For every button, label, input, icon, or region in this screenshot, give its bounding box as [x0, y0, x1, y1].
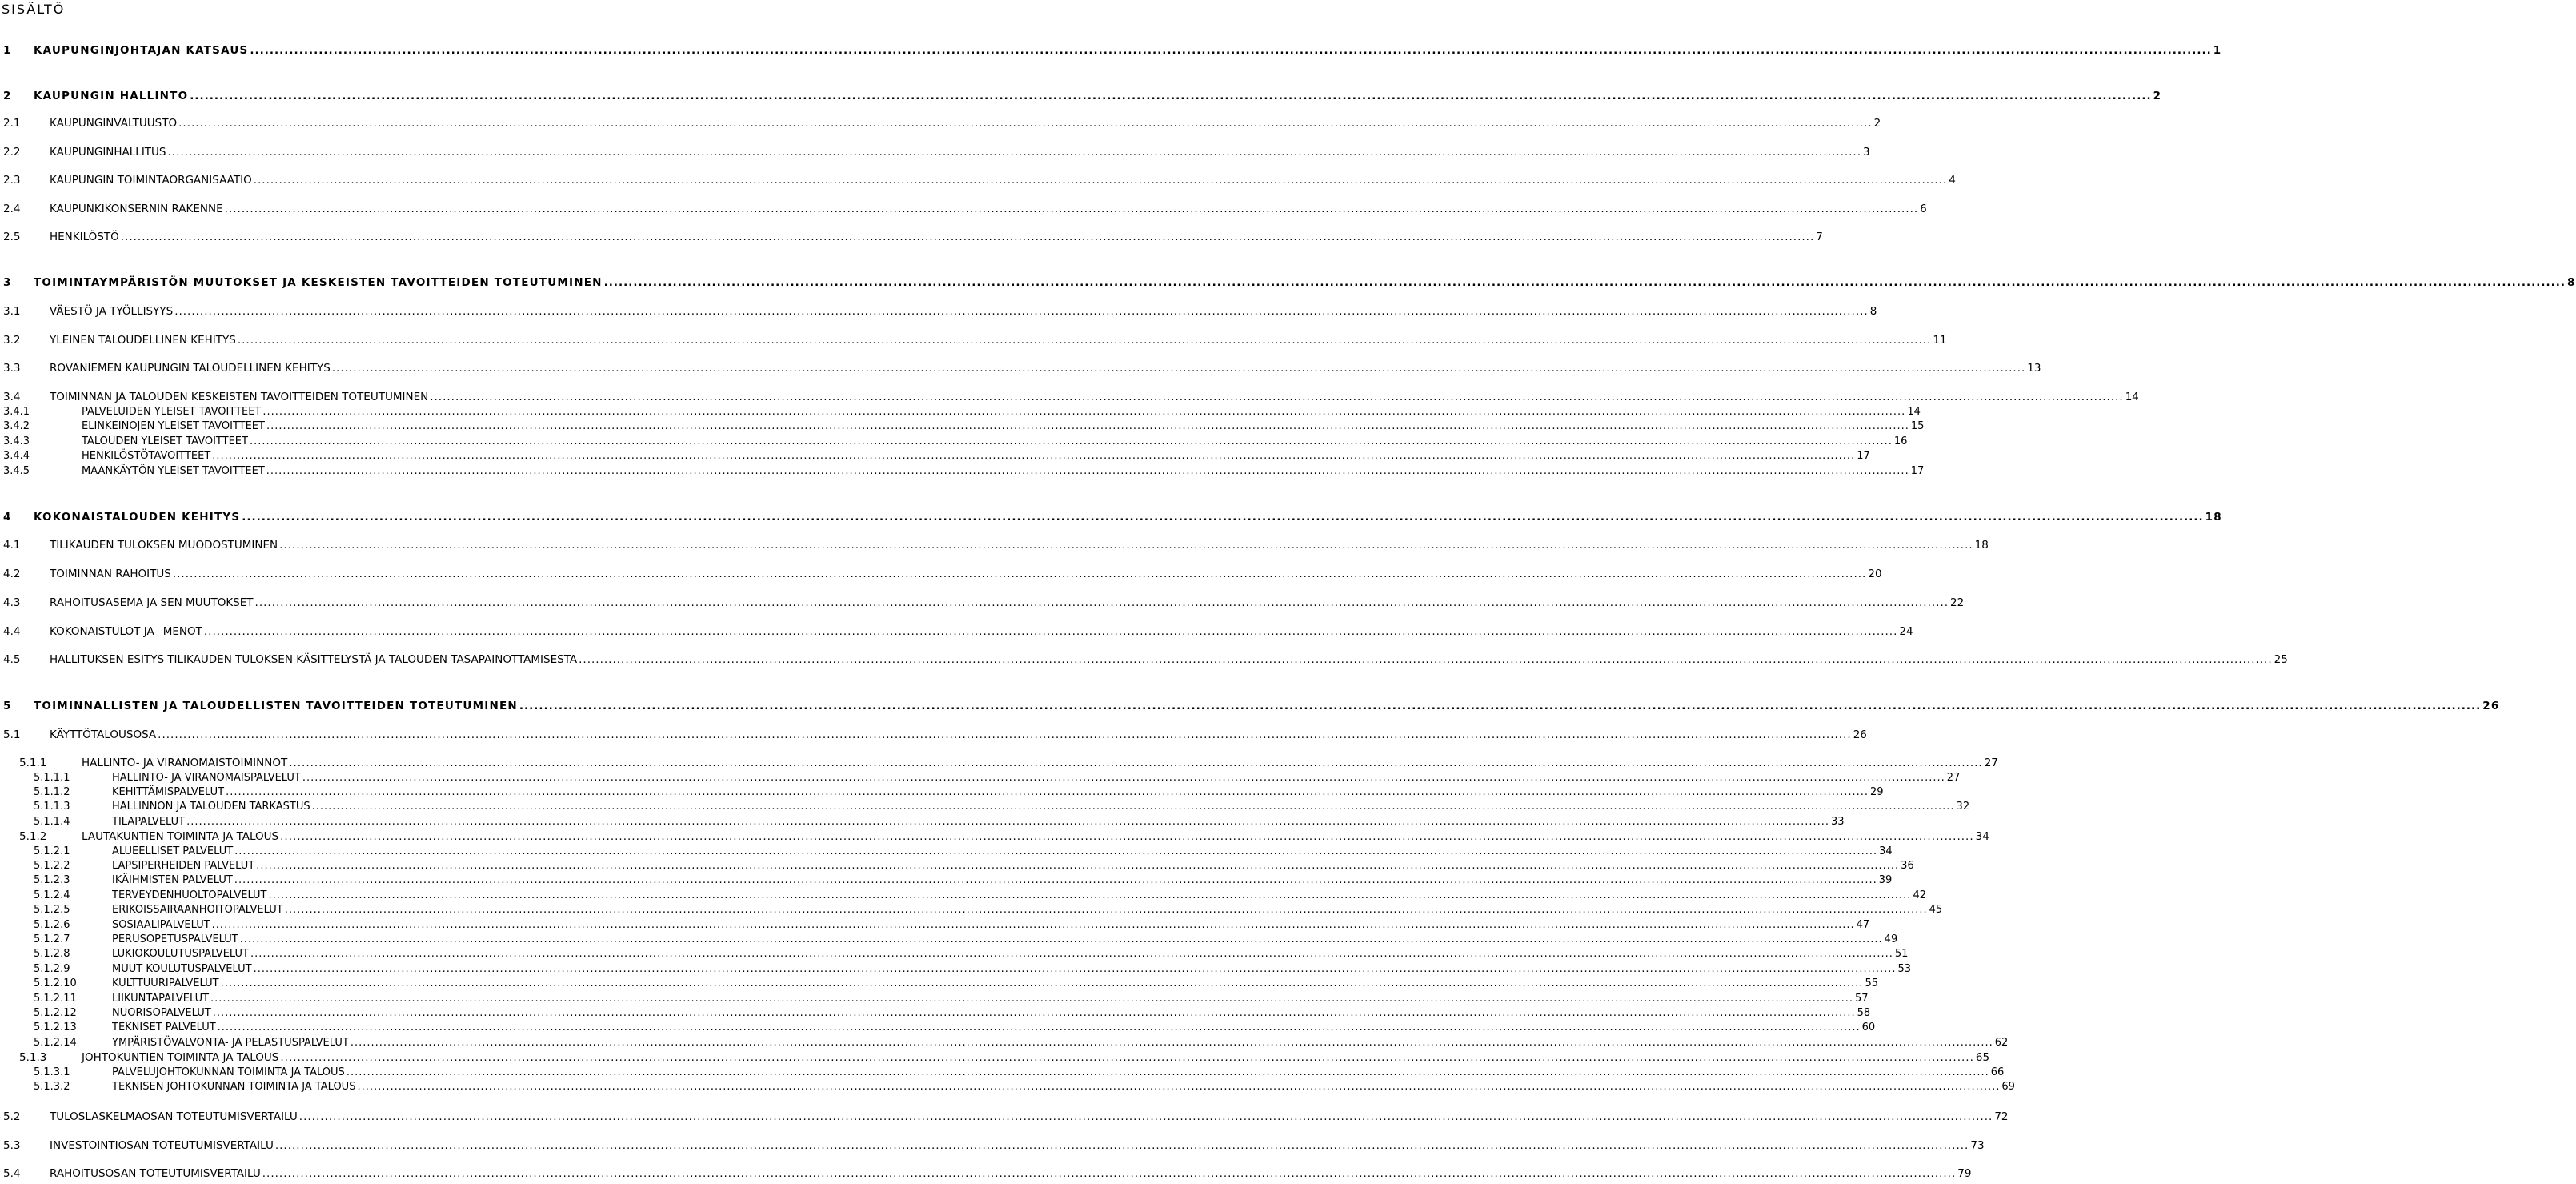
toc-entry-page: 18: [1974, 539, 1989, 552]
toc-entry-number: 5.1.2.3: [34, 874, 70, 886]
toc-entry-page: 79: [1957, 1167, 1972, 1180]
toc-entry-title: ERIKOISSAIRAANHOITOPALVELUT: [112, 904, 283, 916]
toc-entry-title: RAHOITUSOSAN TOTEUTUMISVERTAILU: [50, 1167, 261, 1180]
toc-entry-page: 34: [1975, 830, 1989, 843]
toc-leader-dots: ................................................................................................................................................................................................................................................................................................................................................................................................................: [224, 203, 1919, 215]
toc-entry[interactable]: [0, 116, 1881, 130]
toc-entry[interactable]: [0, 815, 1845, 829]
toc-entry-page: 16: [1893, 435, 1908, 448]
toc-leader-dots: ................................................................................................................................................................................................................................................................................................................................................................................................................: [256, 860, 1900, 872]
toc-entry[interactable]: [0, 800, 1970, 814]
toc-leader-dots: ................................................................................................................................................................................................................................................................................................................................................................................................................: [212, 1007, 1856, 1019]
toc-entry-page: 39: [1878, 874, 1893, 886]
toc-entry-title: JOHTOKUNTIEN TOIMINTA JA TALOUS: [82, 1051, 279, 1064]
toc-entry-title: INVESTOINTIOSAN TOTEUTUMISVERTAILU: [50, 1139, 274, 1152]
toc-entry-page: 8: [2567, 276, 2576, 289]
toc-leader-dots: ................................................................................................................................................................................................................................................................................................................................................................................................................: [279, 539, 1973, 552]
toc-leader-dots: ................................................................................................................................................................................................................................................................................................................................................................................................................: [298, 1110, 1993, 1123]
toc-leader-dots: ................................................................................................................................................................................................................................................................................................................................................................................................................: [178, 117, 1873, 130]
toc-entry[interactable]: [0, 538, 1989, 552]
toc-entry-number: 5.1.2.6: [34, 919, 70, 931]
toc-leader-dots: ................................................................................................................................................................................................................................................................................................................................................................................................................: [262, 406, 1906, 418]
toc-entry[interactable]: [0, 596, 1965, 610]
toc-leader-dots: ................................................................................................................................................................................................................................................................................................................................................................................................................: [212, 450, 1856, 462]
toc-entry-title: KOKONAISTALOUDEN KEHITYS: [34, 511, 241, 524]
toc-leader-dots: ................................................................................................................................................................................................................................................................................................................................................................................................................: [239, 933, 1883, 945]
toc-entry-page: 8: [1869, 305, 1877, 318]
toc-leader-dots: ................................................................................................................................................................................................................................................................................................................................................................................................................: [120, 231, 1815, 243]
toc-entry-page: 34: [1879, 845, 1893, 857]
toc-entry-title: TALOUDEN YLEISET TAVOITTEET: [82, 435, 248, 448]
toc-entry-number: 2: [3, 90, 12, 102]
toc-entry-title: TILIKAUDEN TULOKSEN MUODOSTUMINEN: [50, 539, 278, 552]
toc-entry-title: KOKONAISTULOT JA –MENOT: [50, 625, 202, 638]
toc-entry-number: 2.1: [3, 117, 21, 130]
toc-entry-title: PALVELUJOHTOKUNNAN TOIMINTA JA TALOUS: [112, 1066, 345, 1078]
toc-entry-page: 49: [1884, 933, 1898, 945]
toc-entry[interactable]: [0, 89, 2162, 103]
toc-entry[interactable]: [0, 390, 2139, 404]
toc-entry[interactable]: [0, 859, 1914, 873]
toc-entry-number: 5.1.1.2: [34, 786, 70, 798]
toc-entry-number: 5.1.2: [19, 830, 47, 843]
toc-entry-title: MUUT KOULUTUSPALVELUT: [112, 963, 252, 975]
toc-entry-title: NUORISOPALVELUT: [112, 1007, 211, 1019]
toc-entry-page: 27: [1984, 757, 1998, 769]
toc-entry-title: HALLINTO- JA VIRANOMAISTOIMINNOT: [82, 757, 288, 769]
toc-entry-number: 5.1.2.12: [34, 1007, 77, 1019]
toc-entry[interactable]: [0, 903, 1943, 917]
toc-leader-dots: ................................................................................................................................................................................................................................................................................................................................................................................................................: [158, 728, 1852, 741]
toc-entry-number: 5.1.2.8: [34, 948, 70, 960]
toc-entry[interactable]: [0, 1166, 1972, 1181]
toc-entry[interactable]: [0, 43, 2222, 58]
toc-entry[interactable]: [0, 145, 1870, 159]
toc-entry[interactable]: [0, 962, 1912, 977]
toc-entry-number: 5.1.2.5: [34, 904, 70, 916]
toc-entry-page: 6: [1920, 203, 1927, 215]
toc-entry-title: PALVELUIDEN YLEISET TAVOITTEET: [82, 406, 262, 418]
toc-entry-title: KAUPUNGIN HALLINTO: [34, 90, 189, 102]
toc-leader-dots: ................................................................................................................................................................................................................................................................................................................................................................................................................: [519, 700, 2482, 712]
toc-entry[interactable]: [0, 624, 1913, 639]
toc-entry-number: 5.1.3.1: [34, 1066, 70, 1078]
toc-entry-title: KAUPUNGINJOHTAJAN KATSAUS: [34, 44, 249, 57]
toc-entry-title: KULTTUURIPALVELUT: [112, 977, 219, 989]
toc-entry-number: 5.3: [3, 1139, 21, 1152]
toc-entry-number: 5.1.3.2: [34, 1081, 70, 1093]
toc-entry-title: TEKNISEN JOHTOKUNNAN TOIMINTA JA TALOUS: [112, 1081, 356, 1093]
toc-entry-page: 60: [1861, 1021, 1876, 1033]
toc-leader-dots: ................................................................................................................................................................................................................................................................................................................................................................................................................: [311, 801, 1955, 813]
toc-entry-number: 5: [3, 700, 12, 712]
toc-entry[interactable]: [0, 829, 1989, 844]
toc-entry-title: HENKILÖSTÖTAVOITTEET: [82, 450, 211, 462]
toc-entry-page: 26: [2482, 700, 2500, 712]
toc-leader-dots: ................................................................................................................................................................................................................................................................................................................................................................................................................: [603, 276, 2566, 289]
toc-entry-number: 5.1.2.7: [34, 933, 70, 945]
toc-entry-page: 66: [1990, 1066, 2005, 1078]
toc-entry-page: 14: [1907, 406, 1921, 418]
toc-entry-title: ELINKEINOJEN YLEISET TAVOITTEET: [82, 420, 265, 432]
toc-entry[interactable]: [0, 1138, 1985, 1153]
toc-entry-title: TULOSLASKELMAOSAN TOTEUTUMISVERTAILU: [50, 1110, 298, 1123]
toc-leader-dots: ................................................................................................................................................................................................................................................................................................................................................................................................................: [253, 963, 1897, 975]
toc-leader-dots: ................................................................................................................................................................................................................................................................................................................................................................................................................: [250, 948, 1893, 960]
toc-entry[interactable]: [0, 785, 1884, 800]
toc-entry-number: 3.4: [3, 391, 21, 403]
toc-entry-title: TILAPALVELUT: [112, 816, 186, 828]
toc-leader-dots: ................................................................................................................................................................................................................................................................................................................................................................................................................: [250, 44, 2212, 57]
toc-entry-page: 36: [1901, 860, 1914, 872]
toc-leader-dots: ................................................................................................................................................................................................................................................................................................................................................................................................................: [266, 465, 1909, 477]
toc-leader-dots: ................................................................................................................................................................................................................................................................................................................................................................................................................: [280, 830, 1974, 843]
toc-entry-number: 5.2: [3, 1110, 21, 1123]
toc-entry-number: 3.4.2: [3, 420, 30, 432]
toc-leader-dots: ................................................................................................................................................................................................................................................................................................................................................................................................................: [234, 845, 1878, 857]
toc-entry-page: 45: [1929, 904, 1943, 916]
toc-entry-title: HALLINTO- JA VIRANOMAISPALVELUT: [112, 772, 301, 784]
toc-entry[interactable]: [0, 992, 1869, 1006]
toc-entry-page: 1: [2213, 44, 2222, 57]
toc-entry-title: LAPSIPERHEIDEN PALVELUT: [112, 860, 255, 872]
toc-leader-dots: ................................................................................................................................................................................................................................................................................................................................................................................................................: [217, 1021, 1861, 1033]
toc-entry-number: 5.1.1.1: [34, 772, 70, 784]
toc-leader-dots: ................................................................................................................................................................................................................................................................................................................................................................................................................: [274, 1139, 1969, 1152]
toc-leader-dots: ................................................................................................................................................................................................................................................................................................................................................................................................................: [350, 1037, 1993, 1049]
toc-entry-title: MAANKÄYTÖN YLEISET TAVOITTEET: [82, 465, 265, 477]
toc-entry-number: 4: [3, 511, 12, 524]
toc-entry[interactable]: [0, 333, 1947, 347]
toc-leader-dots: ................................................................................................................................................................................................................................................................................................................................................................................................................: [331, 362, 2026, 375]
toc-entry-page: 32: [1956, 801, 1970, 813]
toc-entry-page: 53: [1897, 963, 1912, 975]
toc-entry-page: 18: [2205, 511, 2222, 524]
toc-leader-dots: ................................................................................................................................................................................................................................................................................................................................................................................................................: [430, 391, 2124, 403]
toc-entry-title: TERVEYDENHUOLTOPALVELUT: [112, 889, 267, 901]
toc-leader-dots: ................................................................................................................................................................................................................................................................................................................................................................................................................: [289, 757, 1983, 769]
toc-entry-number: 5.4: [3, 1167, 21, 1180]
toc-entry-number: 3.2: [3, 334, 21, 347]
toc-leader-dots: ................................................................................................................................................................................................................................................................................................................................................................................................................: [220, 977, 1864, 989]
toc-entry-number: 3.4.5: [3, 465, 30, 477]
toc-entry-number: 3.4.3: [3, 435, 30, 448]
toc-leader-dots: ................................................................................................................................................................................................................................................................................................................................................................................................................: [284, 904, 1928, 916]
toc-entry[interactable]: [0, 652, 2288, 667]
toc-leader-dots: ................................................................................................................................................................................................................................................................................................................................................................................................................: [302, 772, 1945, 784]
toc-entry-number: 2.2: [3, 146, 21, 159]
toc-entry-page: 11: [1933, 334, 1947, 347]
toc-entry-number: 3.4.4: [3, 450, 30, 462]
toc-entry-title: LIIKUNTAPALVELUT: [112, 993, 210, 1005]
toc-entry-page: 47: [1856, 919, 1870, 931]
toc-entry[interactable]: [0, 567, 1882, 581]
toc-leader-dots: ................................................................................................................................................................................................................................................................................................................................................................................................................: [190, 90, 2152, 102]
toc-entry[interactable]: [0, 510, 2222, 524]
toc-entry[interactable]: [0, 771, 1961, 785]
toc-leader-dots: ................................................................................................................................................................................................................................................................................................................................................................................................................: [579, 653, 2273, 666]
toc-entry[interactable]: [0, 449, 1870, 464]
toc-entry-page: 4: [1949, 174, 1956, 187]
toc-entry[interactable]: [0, 918, 1870, 933]
toc-entry-page: 13: [2027, 362, 2041, 375]
toc-entry-number: 2.4: [3, 203, 21, 215]
toc-entry[interactable]: [0, 845, 1893, 859]
toc-entry-number: 4.1: [3, 539, 21, 552]
toc-entry[interactable]: [0, 1080, 2015, 1094]
toc-entry[interactable]: [0, 1021, 1876, 1035]
toc-leader-dots: ................................................................................................................................................................................................................................................................................................................................................................................................................: [280, 1051, 1974, 1064]
toc-entry-title: KAUPUNGIN TOIMINTAORGANISAATIO: [50, 174, 252, 187]
toc-entry-page: 7: [1816, 231, 1823, 243]
toc-entry-page: 2: [2153, 90, 2162, 102]
toc-entry-number: 5.1.1.3: [34, 801, 70, 813]
toc-entry-title: KÄYTTÖTALOUSOSA: [50, 728, 157, 741]
toc-entry[interactable]: [0, 756, 1998, 770]
toc-entry-title: RAHOITUSASEMA JA SEN MUUTOKSET: [50, 596, 254, 609]
toc-entry[interactable]: [0, 275, 2576, 290]
toc-entry[interactable]: [0, 435, 1908, 449]
toc-entry[interactable]: [0, 464, 1925, 479]
toc-entry-page: 15: [1910, 420, 1925, 432]
toc-entry-number: 5.1.2.9: [34, 963, 70, 975]
toc-entry-number: 5.1.2.14: [34, 1037, 77, 1049]
toc-entry-number: 4.5: [3, 653, 21, 666]
toc-leader-dots: ................................................................................................................................................................................................................................................................................................................................................................................................................: [268, 889, 1912, 901]
toc-entry-page: 24: [1899, 625, 1913, 638]
toc-entry-page: 69: [2001, 1081, 2015, 1093]
toc-entry-title: PERUSOPETUSPALVELUT: [112, 933, 238, 945]
toc-entry-number: 3.1: [3, 305, 21, 318]
toc-entry-page: 33: [1831, 816, 1845, 828]
toc-leader-dots: ................................................................................................................................................................................................................................................................................................................................................................................................................: [172, 568, 1867, 580]
toc-entry-page: 14: [2125, 391, 2139, 403]
toc-entry-number: 5.1: [3, 728, 21, 741]
toc-leader-dots: ................................................................................................................................................................................................................................................................................................................................................................................................................: [266, 420, 1909, 432]
toc-entry-page: 17: [1857, 450, 1870, 462]
toc-entry[interactable]: [0, 1050, 1990, 1065]
toc-entry[interactable]: [0, 1110, 2009, 1124]
toc-leader-dots: ................................................................................................................................................................................................................................................................................................................................................................................................................: [226, 786, 1869, 798]
toc-entry[interactable]: [0, 230, 1823, 244]
toc-entry-number: 5.1.2.2: [34, 860, 70, 872]
toc-entry[interactable]: [0, 873, 1893, 888]
toc-entry-number: 5.1.2.4: [34, 889, 70, 901]
toc-entry[interactable]: [0, 933, 1898, 947]
toc-entry-page: 29: [1870, 786, 1884, 798]
toc-entry-number: 5.1.1.4: [34, 816, 70, 828]
toc-entry-title: VÄESTÖ JA TYÖLLISYYS: [50, 305, 174, 318]
toc-entry-page: 27: [1946, 772, 1961, 784]
toc-entry-title: YMPÄRISTÖVALVONTA- JA PELASTUSPALVELUT: [112, 1037, 349, 1049]
toc-leader-dots: ................................................................................................................................................................................................................................................................................................................................................................................................................: [234, 874, 1877, 886]
toc-entry-title: TEKNISET PALVELUT: [112, 1021, 216, 1033]
toc-entry-title: IKÄIHMISTEN PALVELUT: [112, 874, 233, 886]
toc-leader-dots: ................................................................................................................................................................................................................................................................................................................................................................................................................: [253, 174, 1948, 187]
toc-leader-dots: ................................................................................................................................................................................................................................................................................................................................................................................................................: [210, 993, 1853, 1005]
toc-entry[interactable]: [0, 361, 2041, 375]
toc-entry-title: KEHITTÄMISPALVELUT: [112, 786, 225, 798]
toc-entry-number: 5.1.2.1: [34, 845, 70, 857]
toc-entry-number: 4.3: [3, 596, 21, 609]
toc-entry-title: KAUPUNGINVALTUUSTO: [50, 117, 178, 130]
toc-entry-page: 3: [1863, 146, 1870, 159]
toc-leader-dots: ................................................................................................................................................................................................................................................................................................................................................................................................................: [237, 334, 1932, 347]
toc-entry-number: 4.2: [3, 568, 21, 580]
toc-entry-page: 62: [1994, 1037, 2009, 1049]
toc-entry-title: HALLINNON JA TALOUDEN TARKASTUS: [112, 801, 310, 813]
toc-entry-page: 2: [1873, 117, 1881, 130]
toc-entry-title: TOIMINNAN JA TALOUDEN KESKEISTEN TAVOITTEIDEN TOTEUTUMINEN: [50, 391, 429, 403]
toc-leader-dots: ................................................................................................................................................................................................................................................................................................................................................................................................................: [211, 919, 1855, 931]
toc-entry[interactable]: [0, 977, 1879, 991]
toc-entry[interactable]: [0, 1006, 1871, 1021]
toc-entry-page: 55: [1865, 977, 1879, 989]
toc-entry-title: KAUPUNGINHALLITUS: [50, 146, 166, 159]
toc-entry-page: 25: [2274, 653, 2288, 666]
toc-entry-number: 5.1.2.10: [34, 977, 77, 989]
toc-entry-number: 5.1.2.13: [34, 1021, 77, 1033]
toc-entry-title: ALUEELLISET PALVELUT: [112, 845, 234, 857]
toc-entry-page: 17: [1910, 465, 1925, 477]
toc-entry-number: 2.3: [3, 174, 21, 187]
toc-entry-page: 20: [1868, 568, 1882, 580]
toc-entry-title: HENKILÖSTÖ: [50, 231, 119, 243]
toc-entry[interactable]: [0, 699, 2500, 713]
toc-entry-page: 51: [1894, 948, 1909, 960]
toc-entry-title: KAUPUNKIKONSERNIN RAKENNE: [50, 203, 223, 215]
toc-entry[interactable]: [0, 728, 1867, 742]
toc-leader-dots: ................................................................................................................................................................................................................................................................................................................................................................................................................: [186, 816, 1830, 828]
toc-entry-number: 1: [3, 44, 12, 57]
toc-leader-dots: ................................................................................................................................................................................................................................................................................................................................................................................................................: [203, 625, 1898, 638]
toc-leader-dots: ................................................................................................................................................................................................................................................................................................................................................................................................................: [167, 146, 1862, 159]
toc-entry-page: 58: [1857, 1007, 1871, 1019]
toc-entry[interactable]: [0, 405, 1921, 419]
toc-entry-page: 42: [1913, 889, 1926, 901]
toc-leader-dots: ................................................................................................................................................................................................................................................................................................................................................................................................................: [249, 435, 1893, 448]
toc-entry-number: 4.4: [3, 625, 21, 638]
toc-leader-dots: ................................................................................................................................................................................................................................................................................................................................................................................................................: [254, 596, 1949, 609]
toc-leader-dots: ................................................................................................................................................................................................................................................................................................................................................................................................................: [346, 1066, 1989, 1078]
toc-entry[interactable]: [0, 947, 1909, 961]
toc-entry-page: 65: [1975, 1051, 1990, 1064]
toc-entry-title: TOIMINNALLISTEN JA TALOUDELLISTEN TAVOITTEIDEN TOTEUTUMINEN: [34, 700, 518, 712]
toc-entry[interactable]: [0, 889, 1926, 903]
toc-leader-dots: ................................................................................................................................................................................................................................................................................................................................................................................................................: [262, 1167, 1957, 1180]
toc-entry-number: 5.1.3: [19, 1051, 47, 1064]
toc-entry-number: 2.5: [3, 231, 21, 243]
toc-leader-dots: ................................................................................................................................................................................................................................................................................................................................................................................................................: [242, 511, 2204, 524]
toc-entry-title: TOIMINTAYMPÄRISTÖN MUUTOKSET JA KESKEISTEN TAVOITTEIDEN TOTEUTUMINEN: [34, 276, 603, 289]
toc-entry[interactable]: [0, 202, 1927, 216]
page-title: SISÄLTÖ: [2, 2, 66, 17]
toc-entry-title: YLEINEN TALOUDELLINEN KEHITYS: [50, 334, 236, 347]
toc-entry-page: 72: [1994, 1110, 2009, 1123]
toc-entry[interactable]: [0, 1066, 2005, 1080]
toc-leader-dots: ................................................................................................................................................................................................................................................................................................................................................................................................................: [357, 1081, 2001, 1093]
toc-entry[interactable]: [0, 1036, 2009, 1050]
toc-entry-page: 26: [1853, 728, 1867, 741]
toc-entry-number: 3.3: [3, 362, 21, 375]
toc-entry-number: 5.1.1: [19, 757, 47, 769]
toc-entry-page: 73: [1970, 1139, 1985, 1152]
toc-entry-title: TOIMINNAN RAHOITUS: [50, 568, 171, 580]
toc-entry-title: SOSIAALIPALVELUT: [112, 919, 210, 931]
toc-entry-number: 3: [3, 276, 12, 289]
toc-entry-page: 22: [1950, 596, 1965, 609]
toc-entry-title: LUKIOKOULUTUSPALVELUT: [112, 948, 249, 960]
toc-entry-title: LAUTAKUNTIEN TOIMINTA JA TALOUS: [82, 830, 279, 843]
toc-entry-page: 57: [1854, 993, 1869, 1005]
toc-entry-title: HALLITUKSEN ESITYS TILIKAUDEN TULOKSEN KÄSITTELYSTÄ JA TALOUDEN TASAPAINOTTAMISESTA: [50, 653, 578, 666]
toc-entry[interactable]: [0, 419, 1925, 434]
toc-leader-dots: ................................................................................................................................................................................................................................................................................................................................................................................................................: [174, 305, 1869, 318]
toc-entry-title: ROVANIEMEN KAUPUNGIN TALOUDELLINEN KEHITYS: [50, 362, 331, 375]
toc-entry[interactable]: [0, 173, 1956, 187]
toc-entry-number: 5.1.2.11: [34, 993, 77, 1005]
toc-entry[interactable]: [0, 304, 1877, 319]
toc-entry-number: 3.4.1: [3, 406, 30, 418]
